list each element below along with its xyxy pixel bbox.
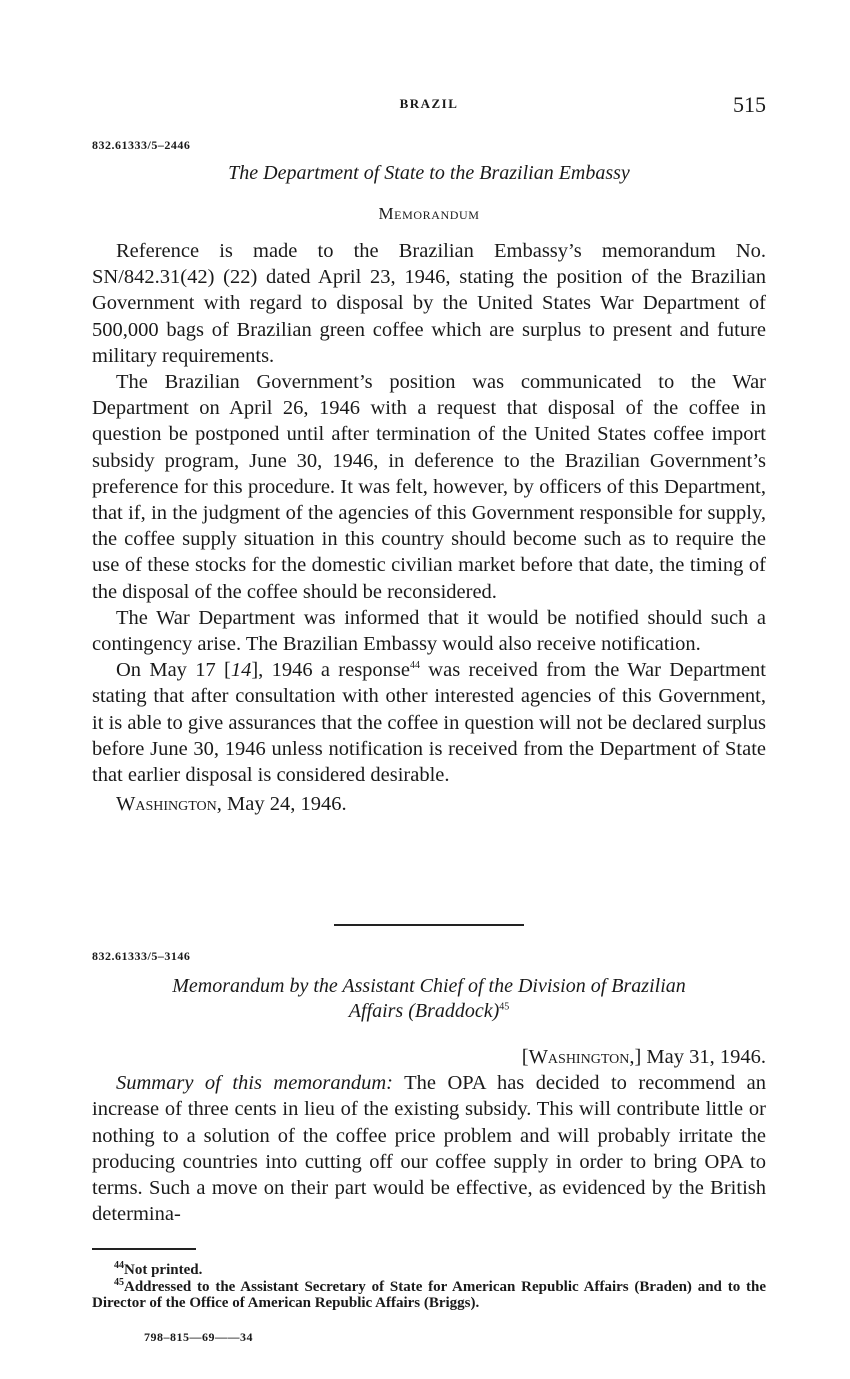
summary-label: Summary of this memorandum: bbox=[116, 1072, 394, 1095]
memorandum-body bbox=[92, 1044, 766, 1227]
footnote-reference: 44 bbox=[410, 660, 421, 672]
section-divider bbox=[334, 924, 524, 926]
print-imprint: 798–815—69——34 bbox=[144, 1330, 253, 1344]
footnote-marker: 44 bbox=[114, 1260, 124, 1271]
dateline-place: [Washington,] bbox=[521, 1046, 642, 1068]
signoff-place: Washington bbox=[116, 793, 217, 816]
paragraph-text: The OPA has decided to recommend an increase of three cents in lieu of the existing subsidy. This will contribute little or nothing to a solution of the coffee price problem and will probably irritate the producing countries into cutting off our coffee supply in order to bring OPA to terms. Such a move on their part would be effective, as evidenced by the British determina- bbox=[92, 1072, 766, 1226]
footnote-marker: 45 bbox=[114, 1276, 124, 1288]
file-number: 832.61333/5–3146 bbox=[92, 949, 191, 963]
title-line: Memorandum by the Assistant Chief of the Division of Brazilian bbox=[172, 975, 686, 997]
footnote bbox=[92, 1262, 766, 1279]
footnote-text: Not printed. bbox=[124, 1262, 203, 1278]
footnote-divider bbox=[92, 1248, 196, 1250]
paragraph-text: was received from the War Department stating that after consultation with other interested agencies of this Government, it is able to give assurances that the coffee in question will not be declared surplus before June 30, 1946 unless notification is received from the Department of State that earlier disposal is considered desirable. bbox=[92, 659, 766, 787]
signoff-date: , May 24, 1946. bbox=[216, 793, 347, 816]
page-header bbox=[92, 92, 766, 120]
dateline bbox=[92, 1044, 766, 1070]
paragraph: The Brazilian Government’s position was communicated to the War Department on April 26, 1946 with a request that disposal of the coffee in question be postponed until after termination of the United States coffee import subsidy program, June 30, 1946, in deference to the Brazilian Government’s preference for this procedure. It was felt, however, by officers of this Department, that if, in the judgment of the agencies of this Government responsible for supply, the coffee supply situation in this country should become such as to require the use of these stocks for the domestic civilian market before that date, the timing of the disposal of the coffee should be reconsidered. bbox=[92, 371, 766, 603]
footnote bbox=[92, 1276, 766, 1312]
date-correction: 14 bbox=[230, 659, 252, 682]
footnotes bbox=[92, 1262, 766, 1312]
title-text: Affairs (Braddock) bbox=[348, 1000, 500, 1022]
file-number: 832.61333/5–2446 bbox=[92, 138, 191, 152]
footnote-text: Addressed to the Assistant Secretary of State for American Republic Affairs (Braden) and to the Director of the Office of American Republic Affairs (Briggs). bbox=[92, 1278, 766, 1311]
dateline-date: May 31, 1946. bbox=[641, 1046, 766, 1068]
paragraph-text: On May 17 [ bbox=[116, 659, 231, 682]
footnote-reference: 45 bbox=[499, 1001, 510, 1013]
document-title bbox=[92, 974, 766, 1024]
document-title: The Department of State to the Brazilian Embassy bbox=[228, 162, 630, 184]
paragraph bbox=[92, 1070, 766, 1227]
paragraph: Reference is made to the Brazilian Embassy’s memorandum No. SN/842.31(42) (22) dated April 23, 1946, stating the position of the Brazilian Government with regard to disposal by the United States War Department of 500,000 bags of Brazilian green coffee which are surplus to present and future military requirements. bbox=[92, 240, 766, 367]
paragraph bbox=[92, 657, 766, 788]
title-line bbox=[92, 999, 766, 1024]
paragraph: The War Department was informed that it would be notified should such a contingency arise. The Brazilian Embassy would also receive notification. bbox=[92, 606, 766, 656]
section-heading: Memorandum bbox=[378, 204, 480, 223]
signoff bbox=[92, 791, 766, 817]
memorandum-body bbox=[92, 238, 766, 817]
page-number: 515 bbox=[733, 92, 766, 117]
paragraph-text: ], 1946 a response bbox=[251, 659, 411, 682]
running-head: BRAZIL bbox=[399, 96, 459, 111]
